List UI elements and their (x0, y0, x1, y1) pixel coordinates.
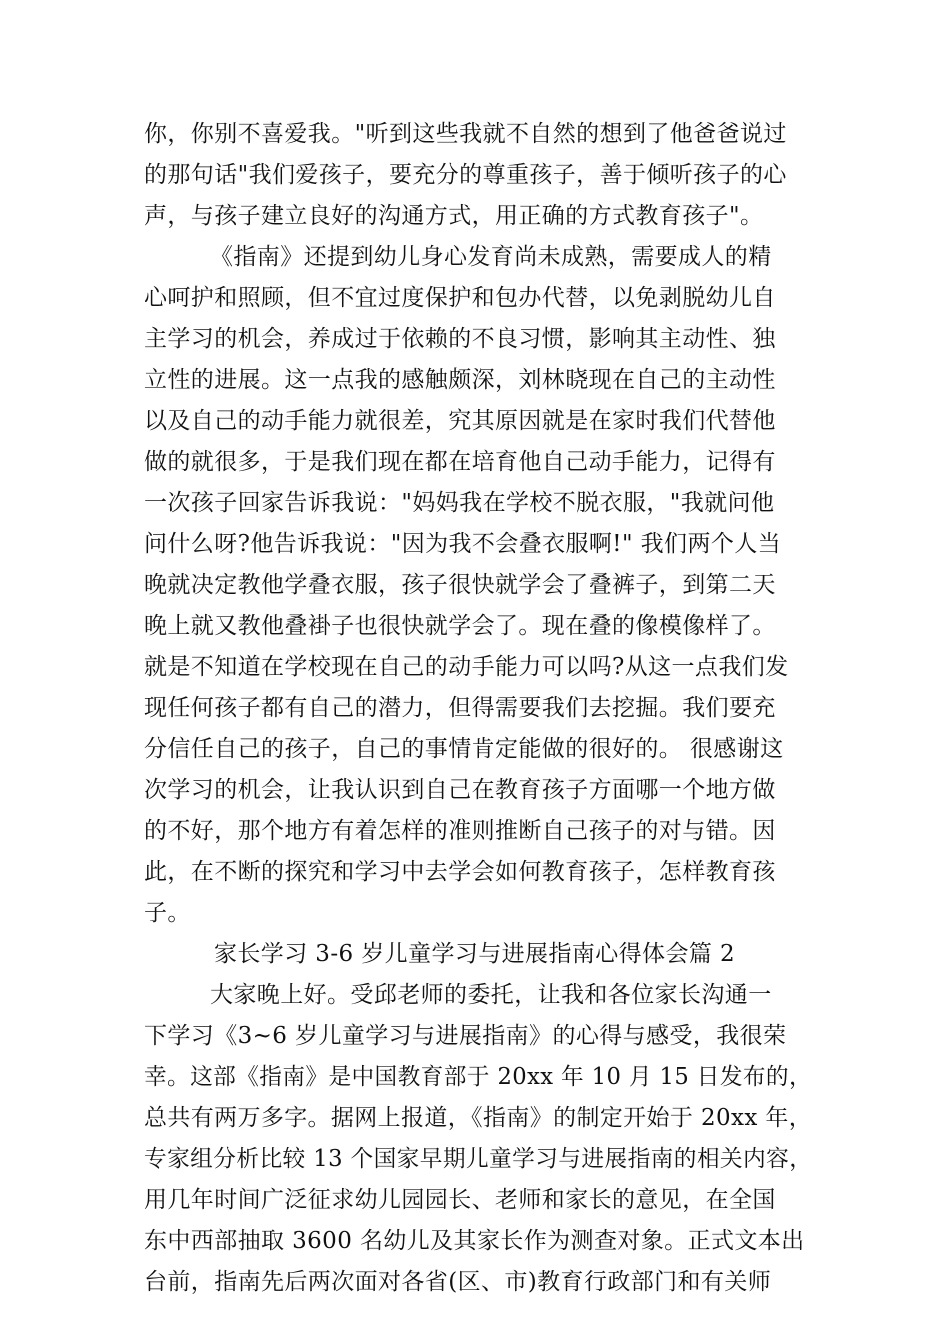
paragraph-first-line: 大家晚上好。受邱老师的委托，让我和各位家长沟通一 (210, 982, 772, 1008)
text-line: 分信任自己的孩子，自己的事情肯定能做的很好的。 很感谢这 (144, 736, 784, 762)
section-heading: 家长学习 3-6 岁儿童学习与进展指南心得体会篇 2 (214, 941, 736, 967)
text-line: 心呵护和照顾，但不宜过度保护和包办代替，以免剥脱幼儿自 (144, 285, 776, 311)
text-line: 你，你别不喜爱我。"听到这些我就不自然的想到了他爸爸说过 (144, 121, 787, 147)
text-line: 主学习的机会，养成过于依赖的不良习惯，影响其主动性、独 (144, 326, 776, 352)
text-line: 总共有两万多字。据网上报道，《指南》的制定开始于 20xx 年， (144, 1105, 813, 1131)
paragraph-first-line: 《指南》还提到幼儿身心发育尚未成熟，需要成人的精 (210, 244, 772, 270)
text-line: 晚就决定教他学叠衣服，孩子很快就学会了叠裤子，到第二天 (144, 572, 776, 598)
text-line: 此，在不断的探究和学习中去学会如何教育孩子，怎样教育孩 (144, 859, 776, 885)
text-line: 问什么呀?他告诉我说："因为我不会叠衣服啊!" 我们两个人当 (144, 531, 782, 557)
text-line: 幸。这部《指南》是中国教育部于 20xx 年 10 月 15 日发布的， (144, 1064, 813, 1090)
text-line: 的不好，那个地方有着怎样的准则推断自己孩子的对与错。因 (144, 818, 776, 844)
text-line: 晚上就又教他叠褂子也很快就学会了。现在叠的像模像样了。 (144, 613, 776, 639)
text-line: 声，与孩子建立良好的沟通方式，用正确的方式教育孩子"。 (144, 203, 764, 229)
text-line: 下学习《3~6 岁儿童学习与进展指南》的心得与感受，我很荣 (144, 1023, 787, 1049)
text-line: 次学习的机会，让我认识到自己在教育孩子方面哪一个地方做 (144, 777, 776, 803)
text-line: 立性的进展。这一点我的感触颇深，刘林晓现在自己的主动性 (144, 367, 776, 393)
text-line: 台前，指南先后两次面对各省(区、市)教育行政部门和有关师 (144, 1269, 772, 1295)
text-line: 专家组分析比较 13 个国家早期儿童学习与进展指南的相关内容， (144, 1146, 813, 1172)
text-line: 做的就很多，于是我们现在都在培育他自己动手能力，记得有 (144, 449, 776, 475)
text-line: 东中西部抽取 3600 名幼儿及其家长作为测查对象。正式文本出 (144, 1228, 805, 1254)
text-line: 子。 (144, 900, 191, 926)
text-line: 就是不知道在学校现在自己的动手能力可以吗?从这一点我们发 (144, 654, 789, 680)
text-line: 现任何孩子都有自己的潜力，但得需要我们去挖掘。我们要充 (144, 695, 776, 721)
text-line: 以及自己的动手能力就很差，究其原因就是在家时我们代替他 (144, 408, 776, 434)
text-line: 的那句话"我们爱孩子，要充分的尊重孩子，善于倾听孩子的心 (144, 162, 787, 188)
text-line: 一次孩子回家告诉我说："妈妈我在学校不脱衣服，"我就问他 (144, 490, 775, 516)
text-line: 用几年时间广泛征求幼儿园园长、老师和家长的意见，在全国 (144, 1187, 776, 1213)
